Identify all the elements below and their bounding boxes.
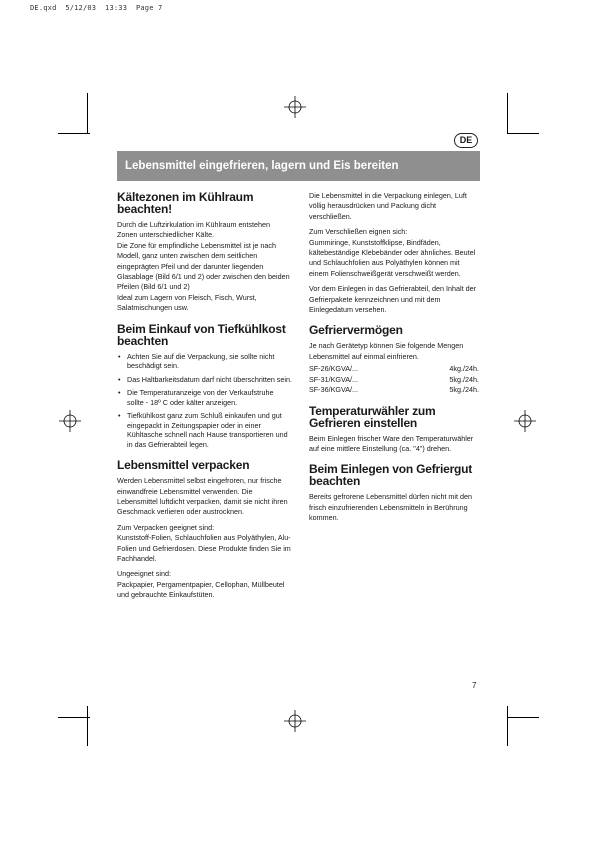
list-item: • Tiefkühlkost ganz zum Schluß einkaufen und gut eingepackt in Zeitungspapier oder in einer Kühltasche schnell nach Hause transportieren und in das Gefrierabteil legen.	[117, 411, 292, 449]
capacity-value: 5kg./24h.	[449, 385, 479, 395]
paragraph-title: Zum Verpacken geeignet sind:	[117, 522, 215, 532]
paragraph: Die Zone für empfindliche Lebensmittel ist je nach Modell, ganz unten zwischen dem seitlichen eingeprägten Pfeil und der darunter liegenden Glasablage (Bild 6/1 und 2) oder zwischen den beiden Pfeilen (Bild 6/1 und 2)	[117, 240, 290, 292]
paragraph: Je nach Gerätetyp können Sie folgende Mengen Lebensmittel auf einmal einfrieren.	[309, 341, 464, 361]
page-number: 7	[472, 681, 477, 690]
paragraph-title: Zum Verschließen eignen sich:	[309, 227, 408, 237]
paragraph: Werden Lebensmittel selbst eingefroren, nur frische einwandfreie Lebensmittel verwenden. Die Lebensmittel luftdicht verpacken, damit sie nicht ihren Geschmack verlieren oder austrocknen.	[117, 476, 288, 517]
heading-verpacken: Lebensmittel verpacken	[117, 458, 250, 473]
paragraph: Vor dem Einlegen in das Gefrierabteil, den Inhalt der Gefrierpakete kennzeichnen und mit dem Einlegedatum versehen.	[309, 284, 477, 315]
heading-temperaturwaehler: Temperaturwähler zum Gefrieren einstellen	[309, 403, 436, 430]
paragraph: Ideal zum Lagern von Fleisch, Fisch, Wurst, Salatmischungen usw.	[117, 292, 257, 313]
heading-gefriervermoegen: Gefriervermögen	[309, 323, 403, 338]
list-item: • Achten Sie auf die Verpackung, sie sollte nicht beschädigt sein.	[117, 352, 292, 371]
paragraph-title: Ungeeignet sind:	[117, 569, 171, 579]
paragraph: Gummiringe, Kunststoffklipse, Bindfäden, kältebeständige Klebebänder oder ähnliches. Beutel und Schlauchfolien aus Polyäthylen können mit einem Folienschweißgerät verschweißt werden.	[309, 237, 476, 278]
einkauf-list	[117, 352, 292, 450]
registration-mark-right	[514, 410, 536, 432]
model-name: SF-31/KGVA/...	[309, 374, 358, 384]
model-name: SF-36/KGVA/...	[309, 385, 358, 395]
paragraph: Die Lebensmittel in die Verpackung einlegen, Luft völlig herausdrücken und Packung dicht verschließen.	[309, 191, 467, 221]
registration-mark-left	[59, 410, 81, 432]
list-item: • Das Haltbarkeitsdatum darf nicht überschritten sein.	[117, 375, 292, 385]
language-badge: DE	[454, 133, 478, 148]
paragraph: Packpapier, Pergamentpapier, Cellophan, Müllbeutel und gebrauchte Einkaufstüten.	[117, 579, 285, 600]
print-slug: DE.qxd 5/12/03 13:33 Page 7	[30, 4, 163, 12]
capacity-value: 4kg./24h.	[449, 364, 479, 374]
paragraph: Bereits gefrorene Lebensmittel dürfen nicht mit den frisch einzufrierenden Lebensmitteln in Berührung kommen.	[309, 492, 473, 523]
paragraph: Durch die Luftzirkulation im Kühlraum entstehen Zonen unterschiedlicher Kälte.	[117, 220, 271, 240]
left-column	[117, 191, 292, 606]
registration-mark-top	[284, 96, 306, 118]
right-column	[309, 191, 479, 529]
section-banner-title: Lebensmittel eingefrieren, lagern und Eis bereiten	[117, 151, 480, 181]
capacity-row	[309, 364, 479, 374]
capacity-row	[309, 385, 479, 395]
heading-einkauf: Beim Einkauf von Tiefkühlkost beachten	[117, 321, 286, 348]
capacity-value: 5kg./24h.	[449, 374, 479, 384]
capacity-table	[309, 364, 479, 395]
list-item: • Die Temperaturanzeige von der Verkaufstruhe sollte - 18º C oder kälter anzeigen.	[117, 388, 292, 407]
paragraph: Kunststoff-Folien, Schlauchfolien aus Polyäthylen, Alu-Folien und Gefrierdosen. Diese Produkte finden Sie im Fachhandel.	[117, 533, 291, 563]
heading-kaeltezonen: Kältezonen im Kühlraum beachten!	[117, 190, 254, 216]
capacity-row	[309, 375, 479, 385]
registration-mark-bottom	[284, 710, 306, 732]
paragraph: Beim Einlegen frischer Ware den Temperaturwähler auf eine mittlere Einstellung (ca. "4") drehen.	[309, 433, 474, 453]
heading-gefriergut: Beim Einlegen von Gefriergut beachten	[309, 462, 473, 489]
model-name: SF-26/KGVA/...	[309, 364, 358, 374]
